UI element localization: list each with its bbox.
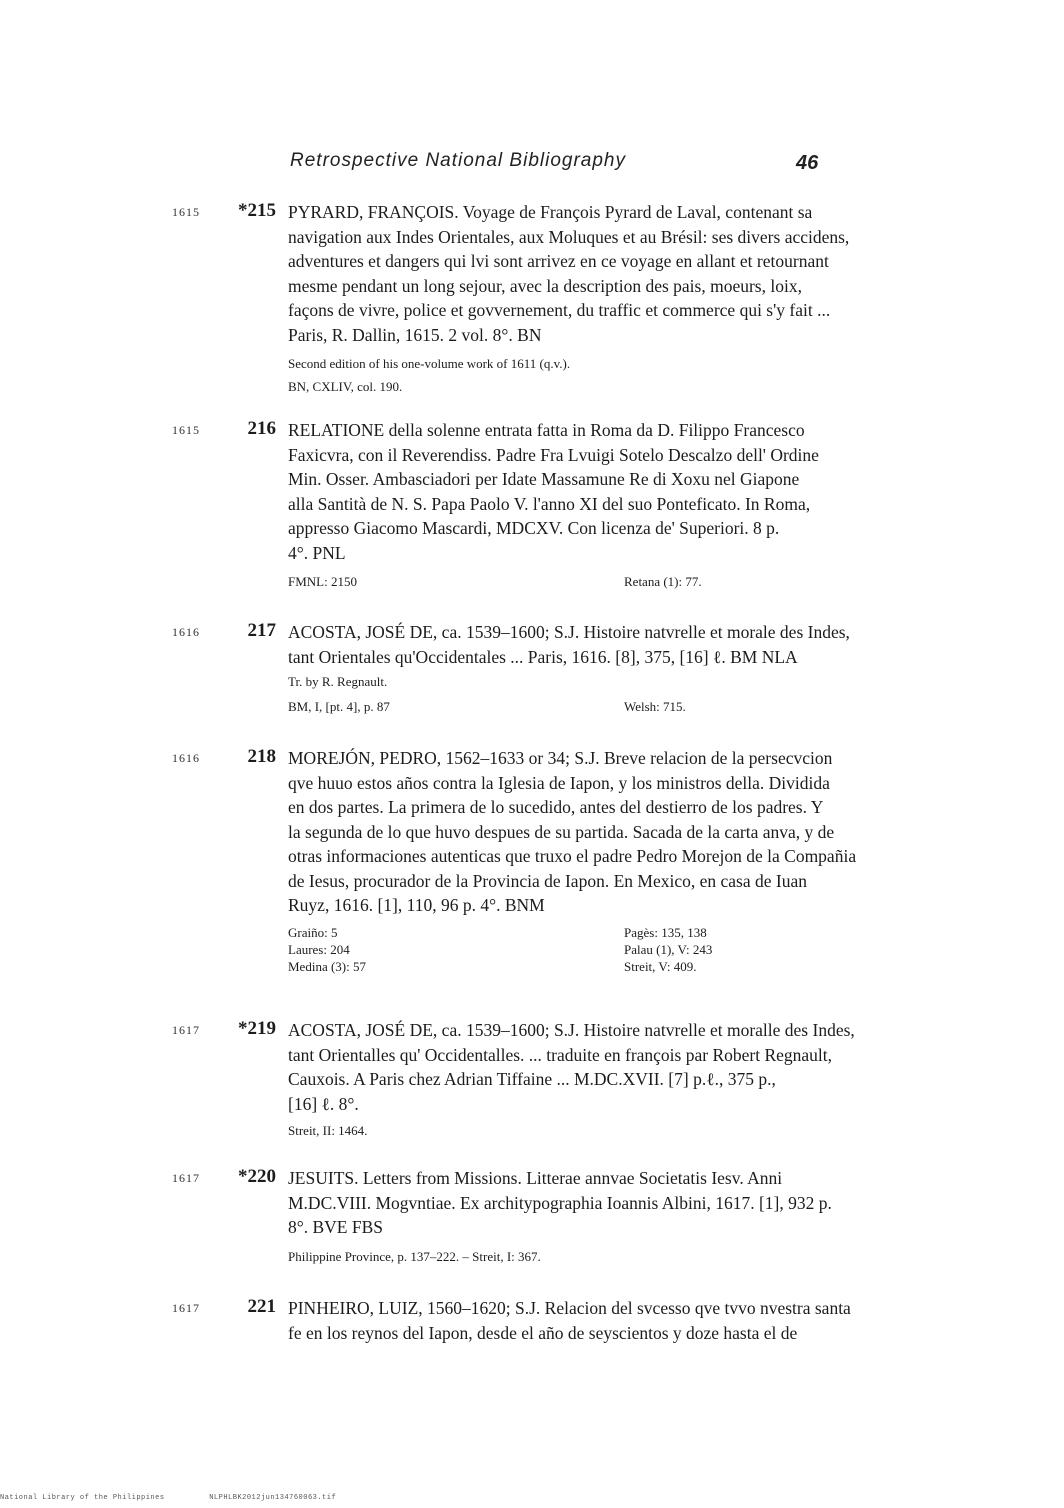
entry-body	[288, 1296, 948, 1345]
entry-refs	[288, 698, 948, 715]
entry-number: *220	[238, 1166, 276, 1187]
entry-note: BN, CXLIV, col. 190.	[288, 379, 403, 394]
ref-right: Welsh: 715.	[624, 699, 686, 714]
entry-line: MOREJÓN, PEDRO, 1562–1633 or 34; S.J. Breve relacion de la persecvcion	[288, 748, 833, 768]
entry-line: RELATIONE della solenne entrata fatta in Roma da D. Filippo Francesco	[288, 420, 805, 440]
entry-line: de Iesus, procurador de la Provincia de Iapon. En Mexico, en casa de Iuan	[288, 870, 807, 891]
ref-left-column	[288, 924, 624, 975]
entry-year: 1615	[172, 205, 200, 219]
entry-line: ACOSTA, JOSÉ DE, ca. 1539–1600; S.J. Histoire natvrelle et morale des Indes,	[288, 622, 850, 642]
entry-year: 1617	[172, 1171, 200, 1185]
entry-line: Paris, R. Dallin, 1615. 2 vol. 8°. BN	[288, 324, 542, 345]
page-number: 46	[796, 152, 819, 174]
entry-line: la segunda de lo que huvo despues de su partida. Sacada de la carta anva, y de	[288, 821, 835, 842]
entry-body	[288, 1018, 948, 1139]
entry-line: Faxicvra, con il Reverendiss. Padre Fra Lvuigi Sotelo Descalzo dell' Ordine	[288, 444, 819, 465]
entry-line: M.DC.VIII. Mogvntiae. Ex architypographia Ioannis Albini, 1617. [1], 932 p.	[288, 1192, 832, 1213]
entry-body	[288, 620, 948, 715]
ref-left: Medina (3): 57	[288, 958, 366, 974]
entry-line: façons de vivre, police et govvernement, du traffic et commerce qui s'y fait ...	[288, 300, 831, 320]
entry-line: mesme pendant un long sejour, avec la description des pais, moeurs, loix,	[288, 275, 802, 296]
entry-line: 4°. PNL	[288, 542, 346, 563]
ref-right: Streit, V: 409.	[624, 958, 697, 974]
entry-number: 216	[247, 418, 276, 439]
entry-line: PYRARD, FRANÇOIS. Voyage de François Pyrard de Laval, contenant sa	[288, 202, 813, 222]
entry-year: 1616	[172, 625, 200, 639]
entry-year: 1617	[172, 1023, 200, 1037]
entry-line: Min. Osser. Ambasciadori per Idate Massamune Re di Xoxu nel Giapone	[288, 469, 800, 489]
entry-body	[288, 1166, 948, 1265]
entry-line: appresso Giacomo Mascardi, MDCXV. Con licenza de' Superiori. 8 p.	[288, 518, 780, 538]
entry-body	[288, 200, 948, 395]
entry-line: alla Santità de N. S. Papa Paolo V. l'anno XI del suo Ponteficato. In Roma,	[288, 493, 811, 514]
entry-line: PINHEIRO, LUIZ, 1560–1620; S.J. Relacion del svcesso qve tvvo nvestra santa	[288, 1298, 851, 1318]
entry-line: Cauxois. A Paris chez Adrian Tiffaine ... M.DC.XVII. [7] p.ℓ., 375 p.,	[288, 1069, 776, 1089]
entry-line: Ruyz, 1616. [1], 110, 96 p. 4°. BNM	[288, 895, 545, 915]
footer-file-id: NLPHLBK2012jun134760063.tif	[209, 1494, 337, 1502]
ref-right-column	[624, 924, 712, 975]
entry-line: otras informaciones autenticas que truxo el padre Pedro Morejon de la Compañia	[288, 846, 857, 866]
entry-year: 1615	[172, 423, 200, 437]
entry-line: fe en los reynos del Iapon, desde el año de seyscientos y doze hasta el de	[288, 1322, 798, 1343]
entry-line: en dos partes. La primera de lo sucedido, antes del destierro de los padres. Y	[288, 797, 824, 817]
entry-line: JESUITS. Letters from Missions. Litterae annvae Societatis Iesv. Anni	[288, 1168, 783, 1188]
entry-note: Streit, II: 1464.	[288, 1123, 368, 1138]
entry-number: 218	[247, 746, 276, 767]
entry-translator: Tr. by R. Regnault.	[288, 674, 388, 689]
ref-left: BM, I, [pt. 4], p. 87	[288, 699, 390, 714]
entry-note: Philippine Province, p. 137–222. – Streit, I: 367.	[288, 1248, 541, 1264]
entry-line: qve huuo estos años contra la Iglesia de Iapon, y los ministros della. Dividida	[288, 772, 830, 793]
entry-line: tant Orientales qu'Occidentales ... Paris, 1616. [8], 375, [16] ℓ. BM NLA	[288, 646, 798, 667]
entry-number: *215	[238, 200, 276, 221]
entry-body	[288, 418, 948, 590]
entry-line: navigation aux Indes Orientales, aux Moluques et au Brésil: ses divers accidens,	[288, 226, 850, 247]
running-title: Retrospective National Bibliography	[290, 150, 626, 171]
entry-year: 1617	[172, 1301, 200, 1315]
ref-left: FMNL: 2150	[288, 574, 357, 589]
entry-note: Second edition of his one-volume work of 1611 (q.v.).	[288, 356, 571, 371]
entry-number: *219	[238, 1018, 276, 1039]
ref-right: Pagès: 135, 138	[624, 924, 707, 940]
entry-number: 221	[247, 1296, 276, 1317]
entry-number: 217	[247, 620, 276, 641]
scan-footer	[0, 1494, 376, 1502]
ref-right: Palau (1), V: 243	[624, 941, 713, 957]
ref-left: Graiño: 5	[288, 924, 338, 940]
entry-line: ACOSTA, JOSÉ DE, ca. 1539–1600; S.J. Histoire natvrelle et moralle des Indes,	[288, 1020, 855, 1040]
entry-refs	[288, 573, 948, 590]
ref-right: Retana (1): 77.	[624, 574, 702, 589]
entry-refs	[288, 924, 948, 975]
entry-year: 1616	[172, 751, 200, 765]
entry-line: tant Orientalles qu' Occidentalles. ... traduite en françois par Robert Regnault,	[288, 1044, 833, 1065]
entry-line: 8°. BVE FBS	[288, 1217, 384, 1237]
entry-line: adventures et dangers qui lvi sont arrivez en ce voyage en allant et retournant	[288, 251, 829, 271]
entry-body	[288, 746, 948, 975]
footer-library: National Library of the Philippines	[0, 1494, 165, 1502]
ref-left: Laures: 204	[288, 941, 350, 957]
entry-line: [16] ℓ. 8°.	[288, 1093, 359, 1114]
